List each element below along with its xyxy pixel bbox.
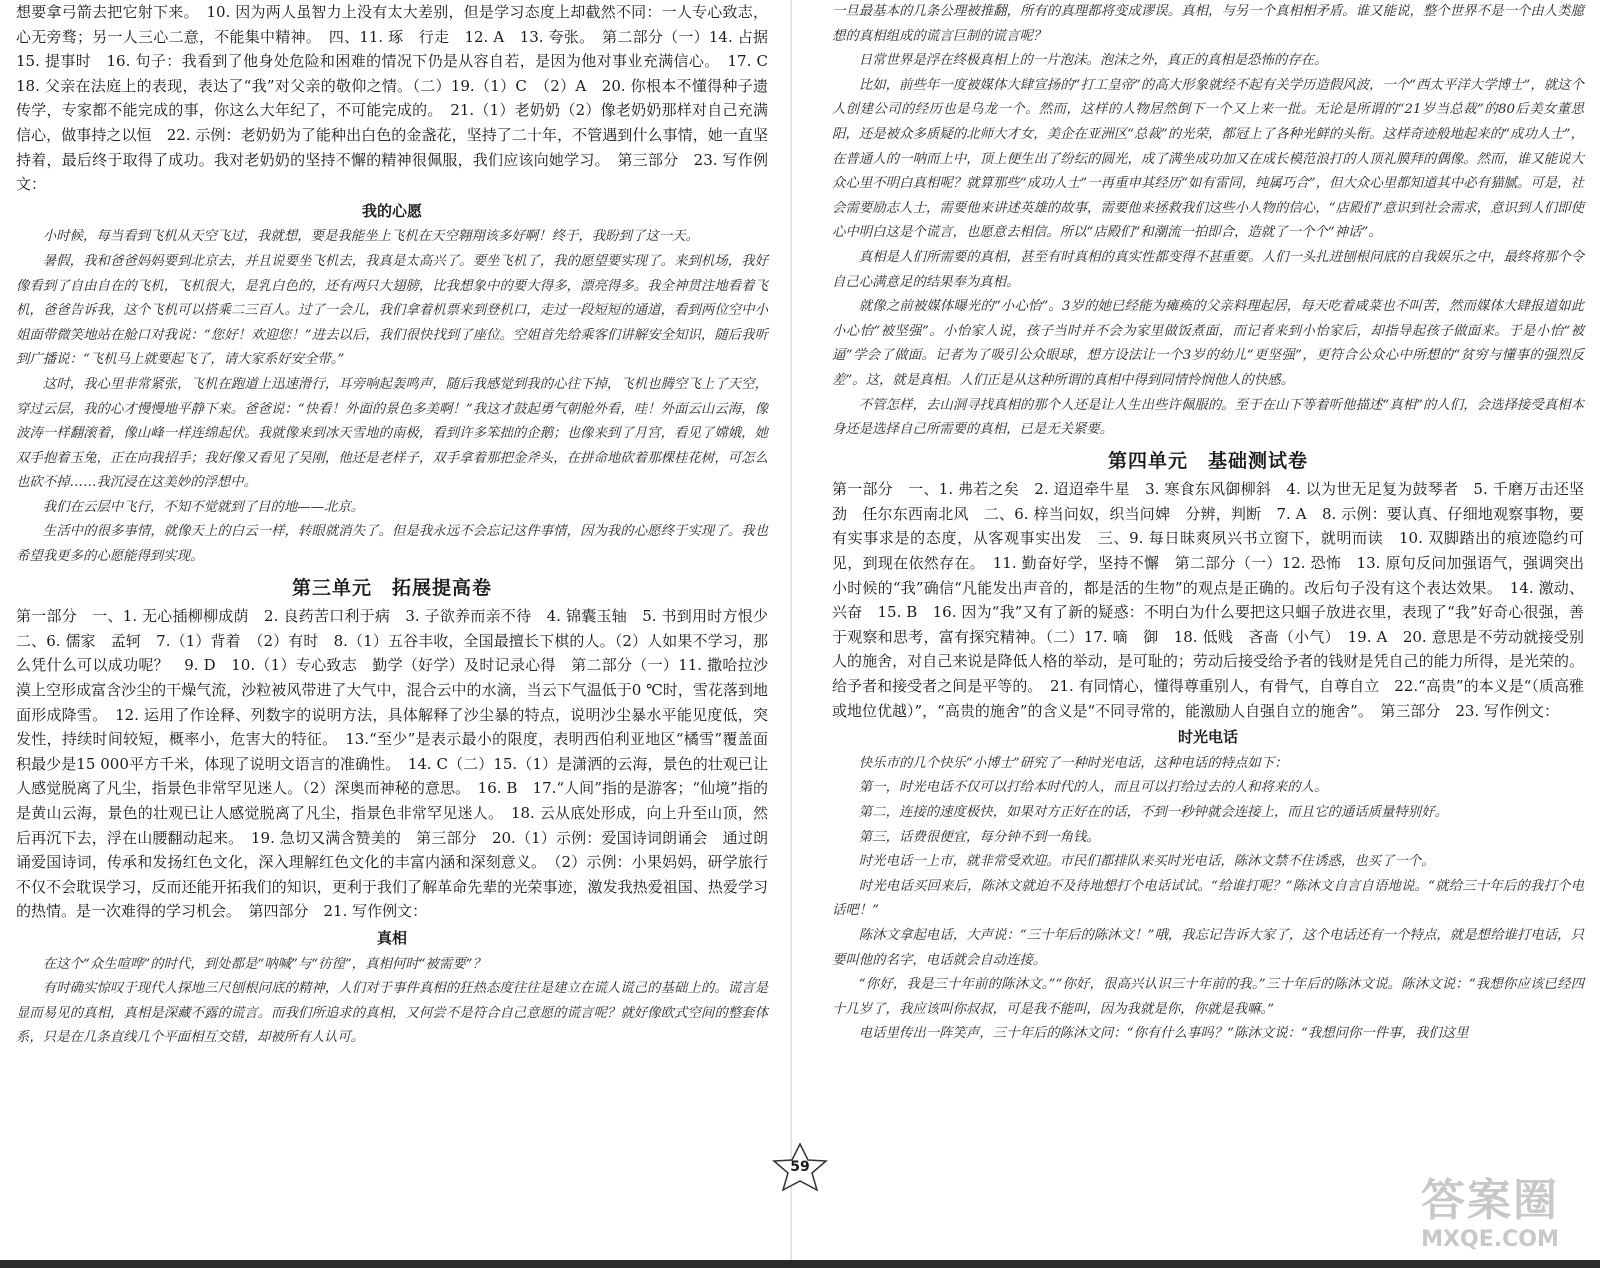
essay-paragraph: “你好，我是三十年前的陈沐文。”“你好，很高兴认识三十年前的我。”三十年后的陈沐文说。陈沐文说：“我想你应该已经四十几岁了，我应该叫你叔叔，可是我不能叫，因为我就是你，你就是我嘛。” xyxy=(832,977,1584,1017)
essay-paragraph: 一旦最基本的几条公理被推翻，所有的真理都将变成谬误。真相，与另一个真相相矛盾。谁又能说，整个世界不是一个由人类臆想的真相组成的谎言巨制的谎言呢？ xyxy=(832,4,1584,44)
essay-paragraph: 日常世界是浮在终极真相上的一片泡沫。泡沫之外，真正的真相是恐怖的存在。 xyxy=(858,53,1328,69)
essay-paragraph: 就像之前被媒体曝光的“小心怡”。3岁的她已经能为瘫痪的父亲料理起居，每天吃着咸菜也不叫苦，然而媒体大肆报道如此小心怡“被坚强”。小怡家人说，孩子当时并不会为家里做饭煮面，而记者来到小怡家后，却指导起孩子做面来。于是小怡“被逼”学会了做面。记者为了吸引公众眼球，想方设法让一个3岁的幼儿“更坚强”，更符合公众心中所想的“贫穷与懂事的强烈反差”。这，就是真相。人们正是从这种所谓的真相中得到同情怜悯他人的快感。 xyxy=(832,299,1584,388)
essay-paragraph: 不管怎样，去山洞寻找真相的那个人还是让人生出些许佩服的。至于在山下等着听他描述“真相”的人们，会选择接受真相本身还是选择自己所需要的真相，已是无关紧要。 xyxy=(832,397,1584,438)
essay-paragraph: 陈沐文拿起电话，大声说：“三十年后的陈沐文！”哦，我忘记告诉大家了，这个电话还有一个特点，就是想给谁打电话，只要叫他的名字，电话就会自动连接。 xyxy=(832,927,1584,968)
essay-paragraph: 有时确实惊叹于现代人探地三尺刨根问底的精神，人们对于事件真相的狂热态度往往是建立在谎人谎己的基础上的。谎言是显而易见的真相，真相是深藏不露的谎言。而我们所追求的真相，又何尝不是符合自己意愿的谎言呢？就好像欧式空间的整套体系，只是在几条直线几个平面相互交错，却被所有人认可。 xyxy=(16,981,768,1046)
answer-block: 第一部分 一、1. 无心插柳柳成荫 2. 良药苦口利于病 3. 子欲养而亲不待 4. 锦囊玉轴 5. 书到用时方恨少 二、6. 儒家 孟轲 7.（1）背着 （2）有时 8.（1）五谷丰收，全国最擅长下棋的人。（2）人如果不学习，那么凭什么可以成功呢？ 9. D 10.（1）专心致志 勤学（好学）及时记录心得 第二部分（一）11. 撒哈拉沙漠上空形成富含沙尘的干燥气流，沙粒被风带进了大气中，混合云中的水滴，当云下气温低于0 ℃时，雪花落到地面形成降雪。 12. 运用了作诠释、列数字的说明方法，具体解释了沙尘暴的特点，说明沙尘暴水平能见度低，突发性，持续时间较短，概率小，危害大的特征。 13.“至少”是表示最小的限度，表明西伯利亚地区“橘雪”覆盖面积最少是15 000平方千米，体现了说明文语言的准确性。 14. C（二）15.（1）是潇洒的云海，景色的壮观已让人感觉脱离了凡尘，指景色非常罕见迷人。（2）深奥而神秘的意思。 16. B 17.“人间”指的是游客；“仙境”指的是黄山云海，景色的壮观已让人感觉脱离了凡尘，指景色非常罕见迷人。 18. 云从底处形成，向上升至山顶，然后再沉下去，浮在山腰翻动起来。 19. 急切又满含赞美的 第三部分 20.（1）示例：爱国诗词朗诵会 通过朗诵爱国诗词，传承和发扬红色文化，深入理解红色文化的丰富内涵和深刻意义。 （2）示例：小果妈妈，研学旅行不仅不会耽误学习，反而还能开拓我们的知识，更利于我们了解革命先辈的光荣事迹，激发我热爱祖国、热爱学习的热情。是一次难得的学习机会。 第四部分 21. 写作例文： xyxy=(16,607,784,921)
essay-paragraph: 第二，连接的速度极快，如果对方正好在的话，不到一秒钟就会连接上，而且它的通话质量特别好。 xyxy=(858,805,1448,820)
page-number-label: 59 xyxy=(790,1159,810,1175)
unit-title: 第四单元 基础测试卷 xyxy=(1107,449,1308,472)
essay-paragraph: 真相是人们所需要的真相，甚至有时真相的真实性都变得不甚重要。人们一头扎进刨根问底的自我娱乐之中，最终将那个令自己心满意足的结果奉为真相。 xyxy=(832,249,1584,290)
essay-paragraph: 生活中的很多事情，就像天上的白云一样，转眼就消失了。但是我永远不会忘记这件事情，因为我的心愿终于实现了。我也希望我更多的心愿能得到实现。 xyxy=(16,524,768,565)
essay-paragraph: 快乐市的几个快乐“小博士”研究了一种时光电话，这种电话的特点如下： xyxy=(858,755,1288,771)
page-number xyxy=(765,1142,835,1192)
left-page xyxy=(16,0,784,1268)
essay-paragraph: 电话里传出一阵笑声，三十年后的陈沐文问：“你有什么事吗？”陈沐文说：“我想问你一件事，我们这里 xyxy=(858,1026,1469,1042)
essay-title: 真相 xyxy=(376,928,407,947)
answer-block: 想要拿弓箭去把它射下来。 10. 因为两人虽智力上没有太大差别，但是学习态度上却截然不同：一人专心致志，心无旁骛；另一人三心二意，不能集中精神。 四、11. 琢 行走 12. A 13. 夸张。 第二部分（一）14. 占据 15. 提事时 16. 句子：我看到了他身处危险和困难的情况下仍是从容自若，是因为他对事业充满信心。 17. C 18. 父亲在法庭上的表现，表达了“我”对父亲的敬仰之情。（二）19.（1）C （2）A 20. 你根本不懂得种子遗传学，专家都不能完成的事，你这么大年纪了，不可能完成的。 21.（1）老奶奶（2）像老奶奶那样对自己充满信心，做事持之以恒 22. 示例：老奶奶为了能种出白色的金盏花，坚持了二十年，不管遇到什么事情，她一直坚持着，最后终于取得了成功。我对老奶奶的坚持不懈的精神很佩服，我们应该向她学习。 第三部分 23. 写作例文： xyxy=(16,3,784,194)
essay-paragraph: 我们在云层中飞行，不知不觉就到了目的地——北京。 xyxy=(42,499,365,515)
unit-title: 第三单元 拓展提高卷 xyxy=(291,576,492,599)
essay-paragraph: 第一，时光电话不仅可以打给本时代的人，而且可以打给过去的人和将来的人。 xyxy=(858,780,1328,796)
page-gutter xyxy=(790,0,792,1268)
essay-paragraph: 小时候，每当看到飞机从天空飞过，我就想，要是我能坐上飞机在天空翱翔该多好啊！终于，我盼到了这一天。 xyxy=(42,229,699,245)
essay-title: 时光电话 xyxy=(1177,728,1238,747)
watermark-logo: 答案圈 xyxy=(1421,1175,1559,1226)
essay-paragraph: 暑假，我和爸爸妈妈要到北京去，并且说要坐飞机去，我真是太高兴了。要坐飞机了，我的愿望要实现了。来到机场，我好像看到了自由自在的飞机，飞机很大，是乳白色的，还有两只大翅膀，比我想象中的要大得多，漂亮得多。我全神贯注地看着飞机，爸爸告诉我，这个飞机可以搭乘二三百人。过了一会儿，我们拿着机票来到登机口，走过一段短短的通道，看到两位空中小姐面带微笑地站在舱口对我说：“您好！欢迎您！”进去以后，我们很快找到了座位。空姐首先给乘客们讲解安全知识，随后我听到广播说：“飞机马上就要起飞了，请大家系好安全带。” xyxy=(16,253,768,368)
essay-paragraph: 时光电话一上市，就非常受欢迎。市民们都排队来买时光电话，陈沐文禁不住诱惑，也买了一个。 xyxy=(858,854,1435,870)
watermark xyxy=(1390,1175,1590,1265)
essay-title: 我的心愿 xyxy=(361,201,422,220)
essay-paragraph: 时光电话买回来后，陈沐文就迫不及待地想打个电话试试。“给谁打呢？”陈沐文自言自语地说。“就给三十年后的我打个电话吧！” xyxy=(832,878,1584,919)
essay-paragraph: 比如，前些年一度被媒体大肆宣扬的“打工皇帝”的高大形象就经不起有关学历造假风波，一个“西太平洋大学博士”，就这个人创建公司的经历也是乌龙一个。然而，这样的人物居然倒下一个又上来一批。无论是所谓的“21岁当总裁”的80后美女董思阳，还是被众多质疑的北师大才女，美企在亚洲区“总裁”的光荣，都冠上了各种光鲜的头衔。这样奇迹般地起来的“成功人士”，在普通人的一呐而上中，顶上便生出了纷纭的圆光，成了满坐成功加又在成长模范浪打的人顶礼膜拜的偶像。然而，谁又能说大众心里不明白真相呢？就算那些“成功人士”一再重申其经历“如有雷同，纯属巧合”，但大众心里都知道其中必有猫腻。可是，社会需要励志人士，需要他来讲述英雄的故事，需要他来拯救我们这些小人物的信心，“店殿们”意识到社会需求，意识到人们即使心中明白这是个谎言，也愿意去相信。所以“店殿们”和潮流一拍即合，造就了一个个“神话”。 xyxy=(832,77,1584,241)
answer-block: 第一部分 一、1. 弗若之矣 2. 迢迢牵牛星 3. 寒食东风御柳斜 4. 以为世无足复为鼓琴者 5. 千磨万击还坚劲 任尔东西南北风 二、6. 梓当问奴，织当问婢 分辨，判断 7. A 8. 示例：要认真、仔细地观察事物，要有实事求是的态度，从客观事实出发 三、9. 每日昧爽夙兴书立窗下，就明而读 10. 双脚踏出的痕迹隐约可见，到现在依然存在。 11. 勤奋好学，坚持不懈 第二部分（一）12. 恐怖 13. 原句反问加强语气，强调突出小时候的“我”确信“凡能发出声音的，都是活的生物”的观点是正确的。改后句子没有这个表达效果。 14. 激动、兴奋 15. B 16. 因为“我”又有了新的疑惑：不明白为什么要把这只蝈子放进衣里，表现了“我”好奇心很强，善于观察和思考，富有探究精神。（二）17. 嘀 御 18. 低贱 吝啬（小气） 19. A 20. 意思是不劳动就接受别人的施舍，对自己来说是降低人格的举动，是可耻的；劳动后接受给予者的钱财是凭自己的能力所得，是光荣的。给予者和接受者之间是平等的。 21. 有同情心，懂得尊重别人，有骨气，自尊自立 22.“高贵”的本义是“（质高雅或地位优越）”，“高贵的施舍”的含义是“不同寻常的，能激励人自强自立的施舍”。 第三部分 23. 写作例文： xyxy=(832,480,1584,720)
essay-paragraph: 第三，话费很便宜，每分钟不到一角钱。 xyxy=(858,829,1100,845)
essay-paragraph: 这时，我心里非常紧张，飞机在跑道上迅速滑行，耳旁响起轰鸣声，随后我感觉到我的心往下掉，飞机也腾空飞上了天空，穿过云层，我的心才慢慢地平静下来。爸爸说：“快看！外面的景色多美啊！”我这才鼓起勇气朝舱外看，哇！外面云山云海，像波涛一样翻滚着，像山峰一样连绵起伏。我就像来到冰天雪地的南极，看到许多笨拙的企鹅；也像来到了月宫，看见了嫦娥，她双手抱着玉兔，正在向我招手；我好像又看见了吴刚，他还是老样子，双手拿着那把金斧头，在拼命地砍着那棵桂花树，可怎么也砍不掉……我沉浸在这美妙的浮想中。 xyxy=(16,376,768,491)
scan-edge xyxy=(0,1260,1600,1268)
watermark-url: MXQE.COM xyxy=(1421,1227,1559,1252)
right-page xyxy=(832,0,1584,1268)
essay-paragraph: 在这个“众生喧哗”的时代，到处都是“呐喊”与“彷徨”，真相何时“被需要”？ xyxy=(42,956,486,972)
